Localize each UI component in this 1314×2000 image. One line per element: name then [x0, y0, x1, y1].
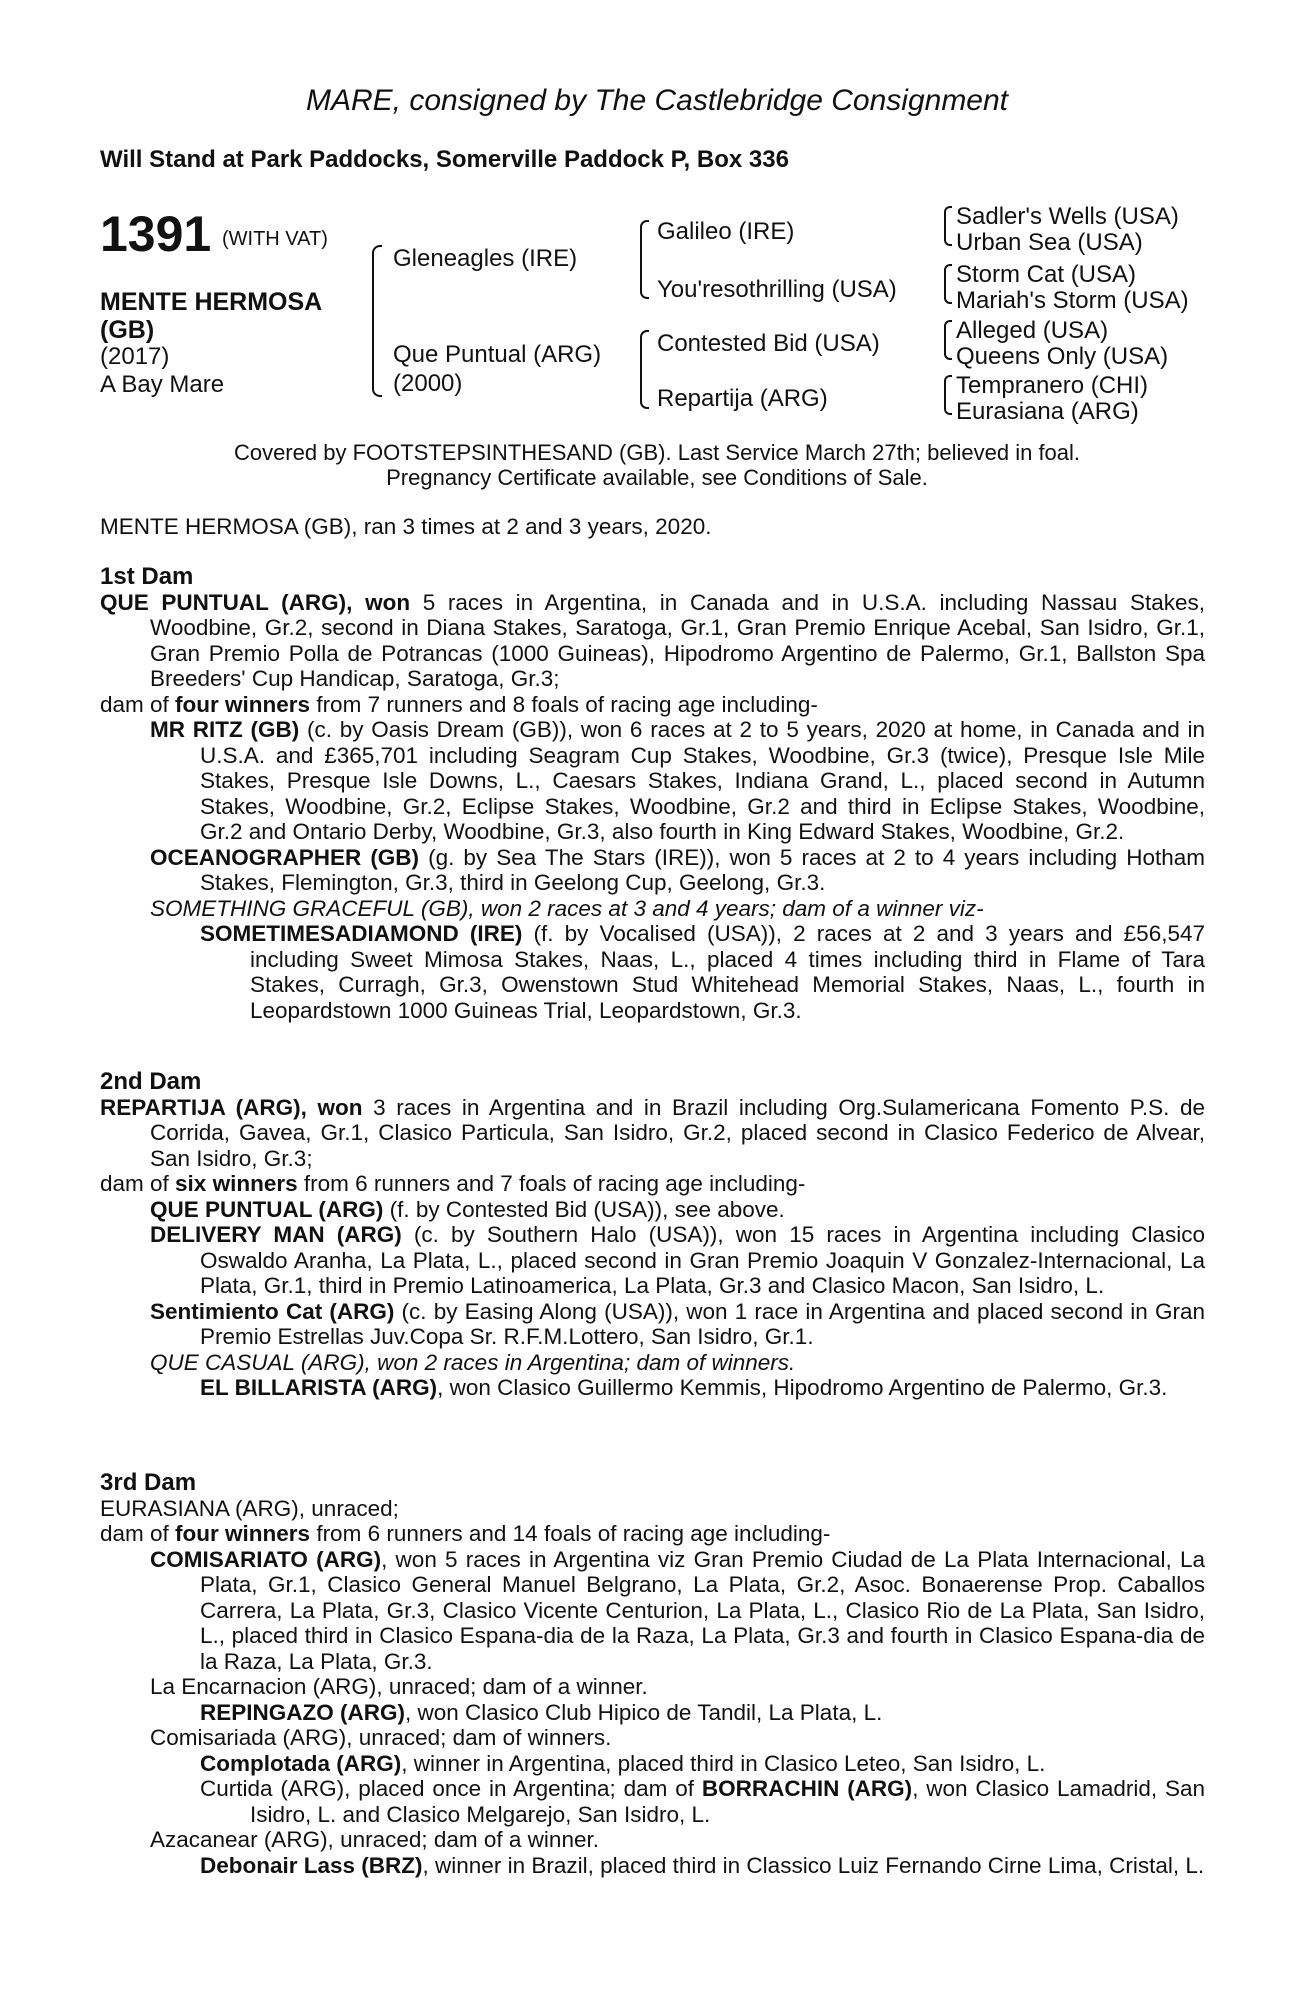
progeny-entry: EL BILLARISTA (ARG), won Clasico Guillermo Kemmis, Hipodromo Argentino de Palermo, Gr.3.: [200, 1375, 1168, 1400]
pedigree-sire: Gleneagles (IRE): [393, 245, 578, 272]
covered-info: Covered by FOOTSTEPSINTHESAND (GB). Last Service March 27th; believed in foal.: [233, 440, 1081, 465]
progeny-entry: Azacanear (ARG), unraced; dam of a winner.: [150, 1827, 599, 1852]
section-heading: 2nd Dam: [100, 1068, 202, 1095]
pedigree-brace: [944, 375, 952, 415]
pedigree-sdd: Mariah's Storm (USA): [956, 287, 1189, 314]
horse-origin: (GB): [100, 316, 155, 344]
progeny-entry: COMISARIATO (ARG), won 5 races in Argentina viz Gran Premio Ciudad de La Plata Internacional, La Plata, Gr.1, Clasico General Manuel Belgrano, La Plata, Gr.2, Asoc. Bonaerense Prop. Caballos Carrera, La Plata, Gr.3, Clasico Vicente Centurion, La Plata, L., Clasico Rio de La Plata, San Isidro, L., placed third in Clasico Espana-dia de la Raza, La Plata, Gr.3 and fourth in Clasico Espana-dia de la Raza, La Plata, Gr.3.: [150, 1546, 1205, 1674]
progeny-entry: Comisariada (ARG), unraced; dam of winners.: [150, 1725, 612, 1750]
dam-of-line: dam of four winners from 6 runners and 14 foals of racing age including-: [100, 1521, 831, 1546]
pedigree-dam: Que Puntual (ARG): [393, 341, 602, 368]
horse-name: MENTE HERMOSA: [100, 288, 323, 316]
pregnancy-info: Pregnancy Certificate available, see Conditions of Sale.: [386, 465, 928, 490]
pedigree-dss: Alleged (USA): [956, 317, 1109, 344]
progeny-entry: SOMETIMESADIAMOND (IRE) (f. by Vocalised (USA)), 2 races at 2 and 3 years and £56,547 including Sweet Mimosa Stakes, Naas, L., placed 4 times including third in Flame of Tara Stakes, Curragh, Gr.3, Owenstown Stud Whitehead Memorial Stakes, Naas, L., fourth in Leopardstown 1000 Guineas Trial, Leopardstown, Gr.3.: [200, 921, 1206, 1023]
pedigree-dsd: Queens Only (USA): [956, 343, 1169, 370]
pedigree-dam-dam: Repartija (ARG): [657, 385, 828, 412]
progeny-entry: Complotada (ARG), winner in Argentina, placed third in Clasico Leteo, San Isidro, L.: [200, 1750, 1046, 1776]
pedigree-ssd: Urban Sea (USA): [956, 229, 1143, 256]
race-record: MENTE HERMOSA (GB), ran 3 times at 2 and 3 years, 2020.: [100, 514, 712, 539]
pedigree-brace: [944, 264, 952, 304]
pedigree-sire-sire: Galileo (IRE): [657, 218, 795, 245]
progeny-entry: Sentimiento Cat (ARG) (c. by Easing Along (USA)), won 1 race in Argentina and placed second in Gran Premio Estrellas Juv.Copa Sr. R.F.M.Lottero, San Isidro, Gr.1.: [150, 1298, 1205, 1349]
pedigree-dds: Tempranero (CHI): [956, 372, 1149, 399]
dam-entry: REPARTIJA (ARG), won 3 races in Argentina and in Brazil including Org.Sulamericana Fomento P.S. de Corrida, Gavea, Gr.1, Clasico Particula, San Isidro, Gr.2, placed second in Clasico Federico de Alvear, San Isidro, Gr.3;: [100, 1094, 1206, 1171]
lot-number: 1391: [100, 206, 212, 262]
pedigree-brace: [944, 320, 952, 360]
pedigree-brace: [640, 330, 649, 409]
progeny-entry: REPINGAZO (ARG), won Clasico Club Hipico de Tandil, La Plata, L.: [200, 1699, 883, 1725]
dam-of-line: dam of six winners from 6 runners and 7 foals of racing age including-: [100, 1171, 806, 1196]
section-heading: 1st Dam: [100, 563, 194, 590]
progeny-entry: Debonair Lass (BRZ), winner in Brazil, placed third in Classico Luiz Fernando Cirne Lima, Cristal, L.: [200, 1852, 1205, 1878]
progeny-entry: QUE CASUAL (ARG), won 2 races in Argentina; dam of winners.: [150, 1349, 796, 1375]
progeny-entry: DELIVERY MAN (ARG) (c. by Southern Halo (USA)), won 15 races in Argentina including Clasico Oswaldo Aranha, La Plata, L., placed second in Gran Premio Joaquin V Gonzalez-Internacional, La Plata, Gr.1, third in Premio Latinoamerica, La Plata, Gr.3 and Clasico Macon, San Isidro, L.: [150, 1222, 1205, 1298]
progeny-entry: MR RITZ (GB) (c. by Oasis Dream (GB)), won 6 races at 2 to 5 years, 2020 at home, in Canada and in U.S.A. and £365,701 including Seagram Cup Stakes, Woodbine, Gr.3 (twice), Presque Isle Mile Stakes, Presque Isle Downs, L., Caesars Stakes, Indiana Grand, L., placed second in Autumn Stakes, Woodbine, Gr.2, Eclipse Stakes, Woodbine, Gr.2 and third in Eclipse Stakes, Woodbine, Gr.2 and Ontario Derby, Woodbine, Gr.3, also fourth in King Edward Stakes, Woodbine, Gr.2.: [150, 717, 1205, 844]
dam-entry: EURASIANA (ARG), unraced;: [100, 1495, 399, 1521]
progeny-entry: OCEANOGRAPHER (GB) (g. by Sea The Stars (IRE)), won 5 races at 2 to 4 years including Hotham Stakes, Flemington, Gr.3, third in Geelong Cup, Geelong, Gr.3.: [150, 844, 1205, 895]
progeny-entry: QUE PUNTUAL (ARG) (f. by Contested Bid (USA)), see above.: [150, 1196, 785, 1222]
progeny-entry: La Encarnacion (ARG), unraced; dam of a winner.: [150, 1674, 648, 1699]
dam-name: QUE PUNTUAL (ARG), won: [100, 589, 411, 615]
pedigree-brace: [372, 245, 382, 397]
pedigree-dam-year: (2000): [393, 370, 463, 397]
third-dam-section: [100, 1470, 1205, 1878]
pedigree-ddd: Eurasiana (ARG): [956, 398, 1139, 425]
pedigree-brace: [640, 220, 649, 299]
pedigree-dam-sire: Contested Bid (USA): [657, 330, 880, 357]
progeny-entry: SOMETHING GRACEFUL (GB), won 2 races at 3 and 4 years; dam of a winner viz-: [150, 895, 984, 921]
horse-year: (2017): [100, 343, 170, 370]
pedigree-sire-dam: You'resothrilling (USA): [657, 276, 897, 303]
stand-location: Will Stand at Park Paddocks, Somerville Paddock P, Box 336: [100, 146, 789, 173]
dam-of-line: dam of four winners from 7 runners and 8 foals of racing age including-: [100, 691, 818, 717]
section-heading: 3rd Dam: [100, 1469, 197, 1496]
progeny-entry: Curtida (ARG), placed once in Argentina; dam of BORRACHIN (ARG), won Clasico Lamadrid, San Isidro, L. and Clasico Melgarejo, San Isidro, L.: [200, 1776, 1205, 1827]
horse-description: A Bay Mare: [100, 371, 225, 398]
second-dam-section: [100, 1069, 1205, 1401]
pedigree-sds: Storm Cat (USA): [956, 261, 1137, 288]
pedigree-sss: Sadler's Wells (USA): [956, 203, 1179, 230]
vat-note: (WITH VAT): [222, 228, 328, 250]
page-title: MARE, consigned by The Castlebridge Consignment: [305, 84, 1009, 117]
first-dam-section: [100, 564, 1205, 1023]
pedigree-brace: [944, 206, 952, 246]
dam-entry: QUE PUNTUAL (ARG), won 5 races in Argentina, in Canada and in U.S.A. including Nassau Stakes, Woodbine, Gr.2, second in Diana Stakes, Saratoga, Gr.1, Gran Premio Enrique Acebal, San Isidro, Gr.1, Gran Premio Polla de Potrancas (1000 Guineas), Hipodromo Argentino de Palermo, Gr.1, Ballston Spa Breeders' Cup Handicap, Saratoga, Gr.3;: [100, 589, 1205, 691]
